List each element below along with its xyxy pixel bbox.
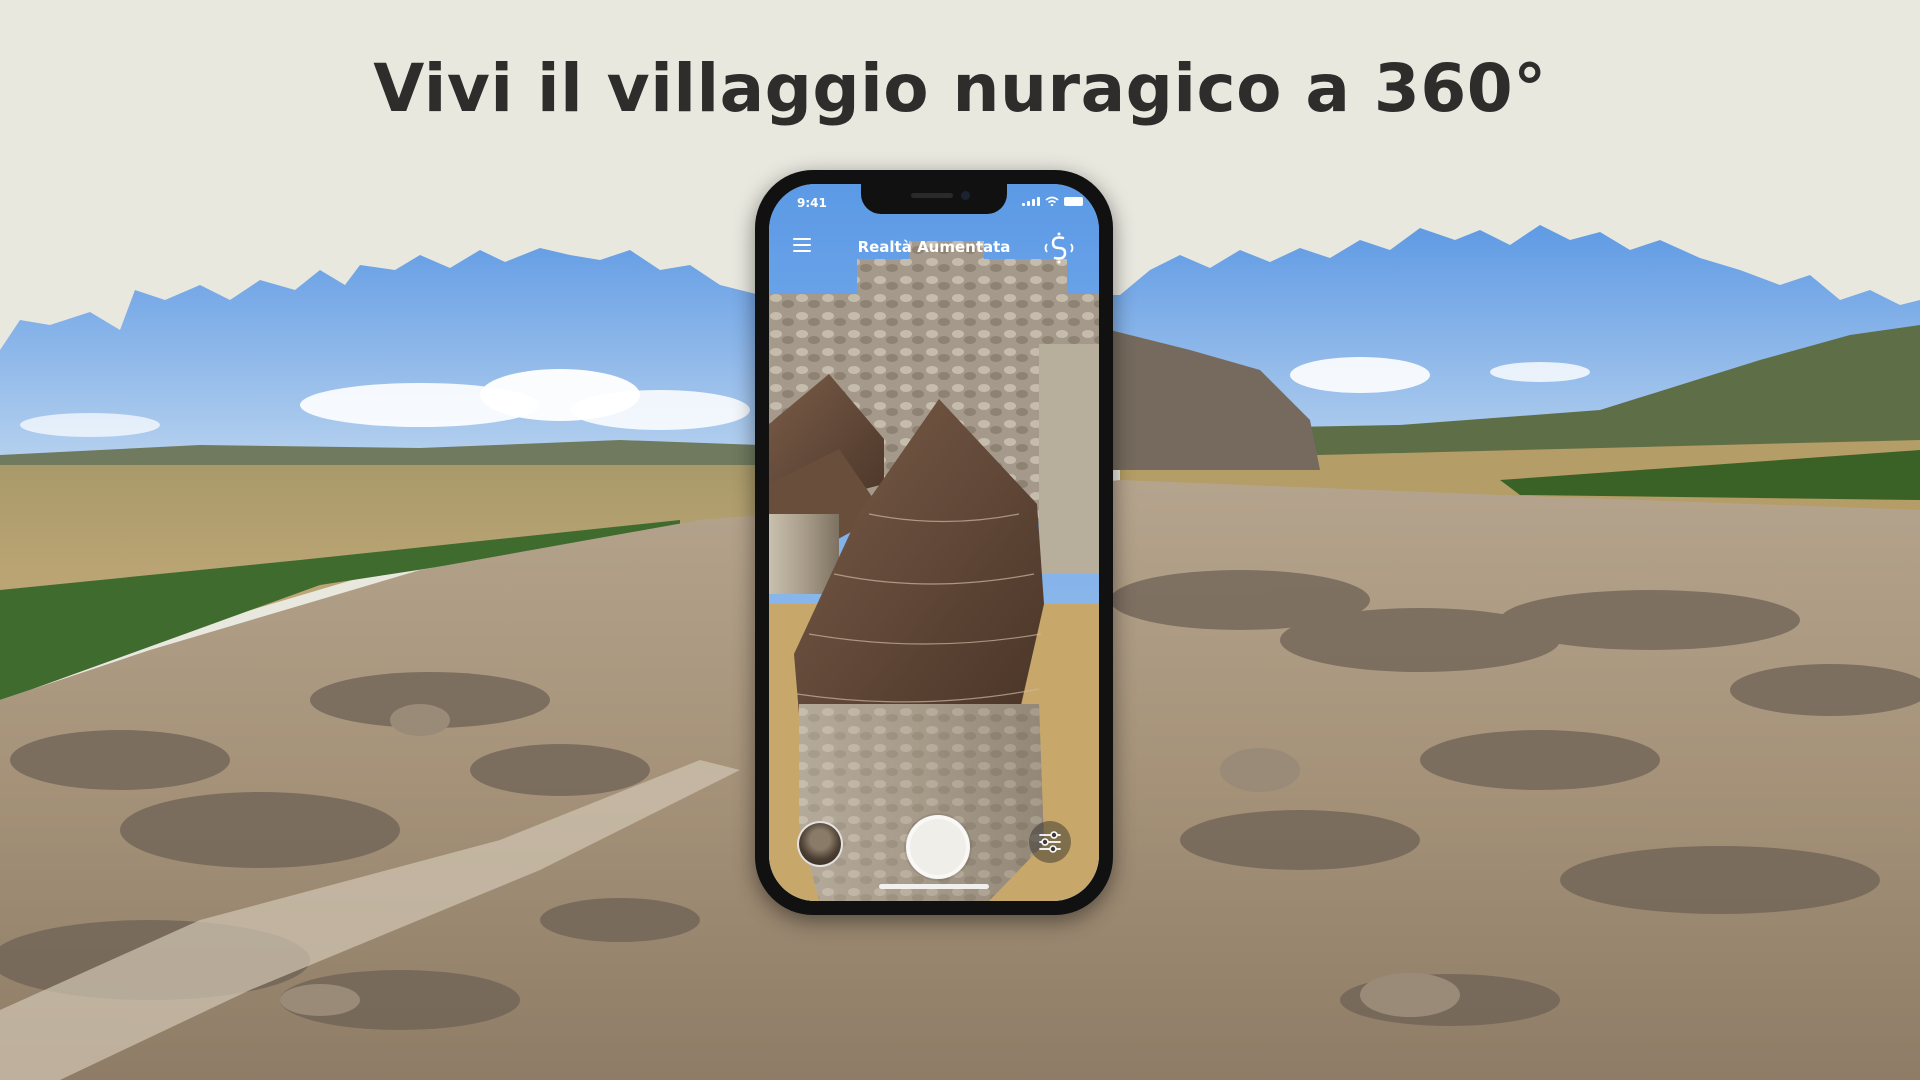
ar-camera-view	[769, 184, 1099, 901]
page-headline: Vivi il villaggio nuragico a 360°	[373, 50, 1547, 127]
sliders-icon[interactable]	[1029, 821, 1071, 863]
phone-screen	[769, 184, 1099, 901]
wifi-icon	[1045, 196, 1059, 206]
phone-notch	[861, 184, 1007, 214]
app-title: Realtà Aumentata	[857, 238, 1011, 256]
phone-mockup	[755, 170, 1113, 915]
camera-controls	[769, 809, 1099, 879]
gallery-thumbnail[interactable]	[797, 821, 843, 867]
app-bar	[769, 226, 1099, 270]
status-time: 9:41	[797, 196, 827, 210]
signal-icon	[1022, 197, 1040, 206]
status-icons	[1022, 196, 1083, 206]
app-logo-icon[interactable]	[1041, 230, 1077, 266]
shutter-button[interactable]	[906, 815, 970, 879]
battery-icon	[1064, 197, 1083, 206]
home-indicator	[879, 884, 989, 889]
